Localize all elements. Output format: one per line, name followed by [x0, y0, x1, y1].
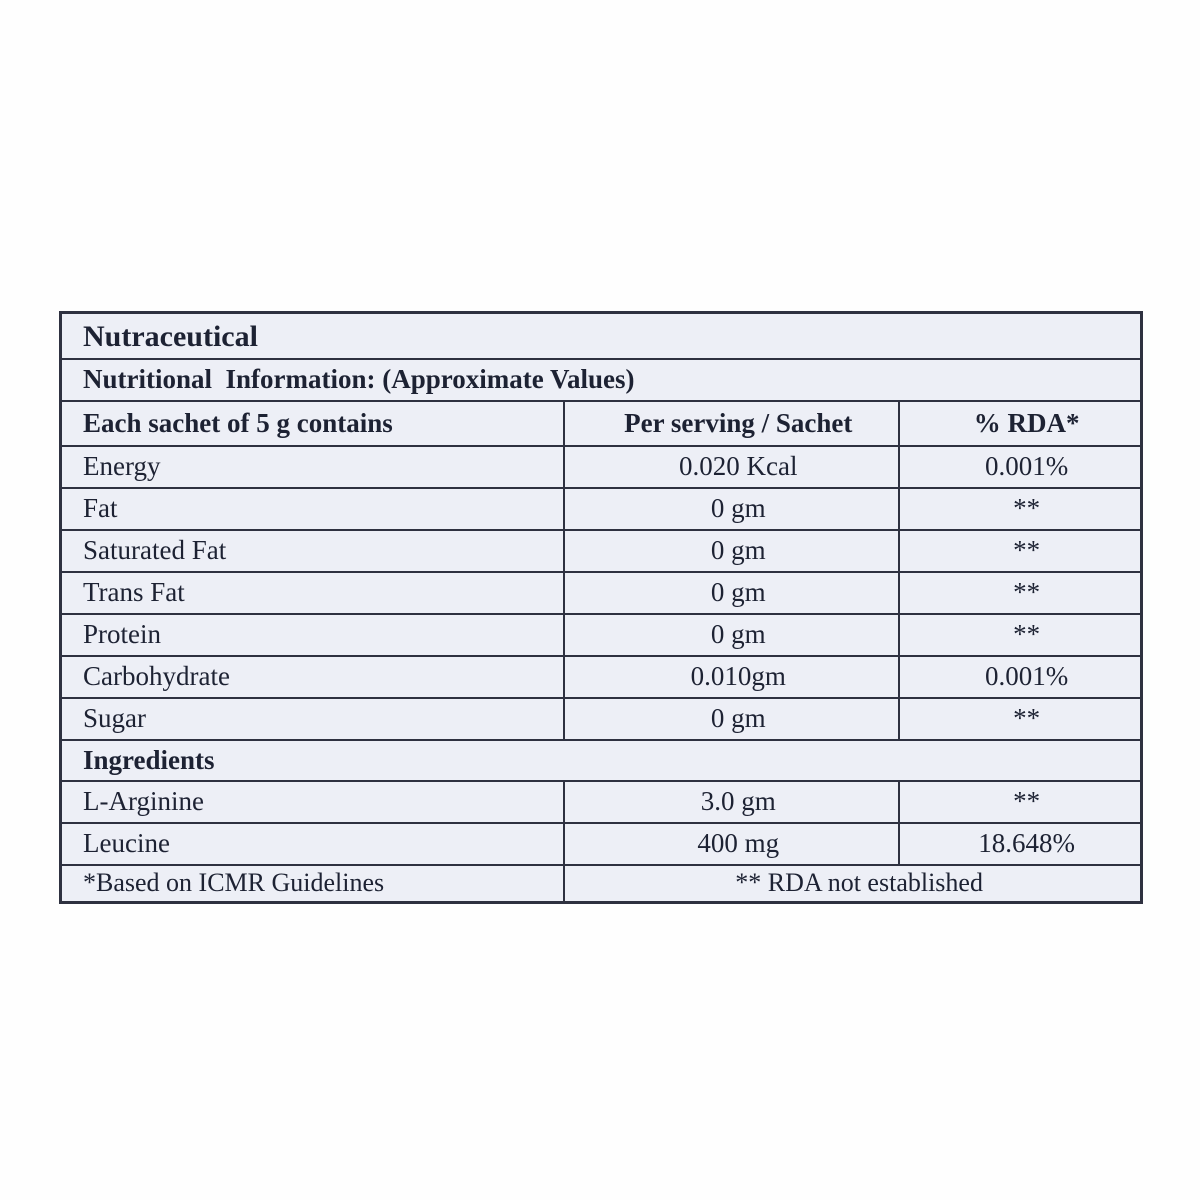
table-row-category: [61, 313, 1142, 360]
nutrient-rda: **: [899, 614, 1141, 656]
table-row-energy: [61, 446, 1142, 488]
nutrient-name: Trans Fat: [61, 572, 565, 614]
nutrient-name: Fat: [61, 488, 565, 530]
ingredient-name: Leucine: [61, 823, 565, 865]
nutrient-rda: 0.001%: [899, 656, 1141, 698]
nutrient-name: Protein: [61, 614, 565, 656]
table-header-row: [61, 401, 1142, 446]
nutrient-per-serving: 0 gm: [564, 530, 899, 572]
nutrient-per-serving: 0 gm: [564, 698, 899, 740]
table-row-trans-fat: [61, 572, 1142, 614]
table-row-fat: [61, 488, 1142, 530]
nutrient-rda: **: [899, 488, 1141, 530]
ingredient-rda: **: [899, 781, 1141, 823]
nutrient-name: Energy: [61, 446, 565, 488]
ingredients-heading: Ingredients: [61, 740, 1142, 781]
nutrient-rda: **: [899, 572, 1141, 614]
nutrient-per-serving: 0 gm: [564, 572, 899, 614]
ingredient-rda: 18.648%: [899, 823, 1141, 865]
info-title: Nutritional Information: (Approximate Values): [61, 359, 1142, 401]
column-header-per-serving: Per serving / Sachet: [564, 401, 899, 446]
ingredient-name: L-Arginine: [61, 781, 565, 823]
nutrient-per-serving: 0 gm: [564, 488, 899, 530]
category-title: Nutraceutical: [61, 313, 1142, 360]
table-row-footnotes: [61, 865, 1142, 903]
footnote-rda: ** RDA not established: [564, 865, 1141, 903]
nutrient-name: Sugar: [61, 698, 565, 740]
table-row-saturated-fat: [61, 530, 1142, 572]
table-row-carbohydrate: [61, 656, 1142, 698]
nutrient-name: Saturated Fat: [61, 530, 565, 572]
nutrient-rda: **: [899, 530, 1141, 572]
nutrient-per-serving: 0.010gm: [564, 656, 899, 698]
table-row-l-arginine: [61, 781, 1142, 823]
column-header-item: Each sachet of 5 g contains: [61, 401, 565, 446]
table-row-ingredients-heading: [61, 740, 1142, 781]
nutrient-rda: 0.001%: [899, 446, 1141, 488]
column-header-rda: % RDA*: [899, 401, 1141, 446]
nutrient-name: Carbohydrate: [61, 656, 565, 698]
ingredient-per-serving: 3.0 gm: [564, 781, 899, 823]
footnote-icmr: *Based on ICMR Guidelines: [61, 865, 565, 903]
nutrient-per-serving: 0 gm: [564, 614, 899, 656]
table-row-leucine: [61, 823, 1142, 865]
ingredient-per-serving: 400 mg: [564, 823, 899, 865]
nutrient-per-serving: 0.020 Kcal: [564, 446, 899, 488]
nutrient-rda: **: [899, 698, 1141, 740]
nutrition-table: [59, 311, 1143, 904]
table-row-protein: [61, 614, 1142, 656]
table-row-info-title: [61, 359, 1142, 401]
table-row-sugar: [61, 698, 1142, 740]
